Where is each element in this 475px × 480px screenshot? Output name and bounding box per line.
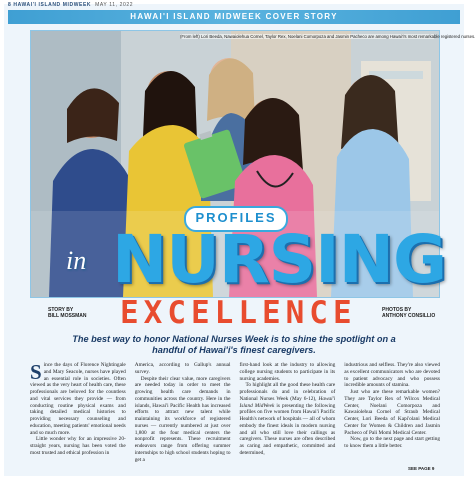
- article-paragraph: [30, 362, 126, 436]
- article-subhead: The best way to honor National Nurses Week is to shine the spotlight on a handful of Hawai'i's finest caregivers.: [72, 334, 396, 355]
- title-prefix: in: [66, 246, 87, 275]
- story-byline-label: STORY BY: [48, 307, 74, 313]
- article-paragraph: Now, go to the next page and start getting to know them a little better.: [344, 436, 440, 449]
- article-column-4: [344, 362, 440, 466]
- paragraph-text: To highlight all the good these health care professionals do and in celebration of National Nurses Week (May 6-12),: [239, 382, 336, 402]
- photo-byline: [382, 307, 435, 319]
- article-column-3: [240, 362, 336, 466]
- drop-cap: S: [30, 360, 42, 384]
- article-column-2: [135, 362, 231, 466]
- photographer: ANTHONY CONSILLIO: [382, 313, 436, 319]
- article-body: [30, 362, 440, 466]
- issue-date: MAY 11, 2022: [95, 2, 134, 8]
- article-paragraph: Just who are these remarkable women? They are Taylor Rex of Wilcox Medical Center, Noelani Comorpoza and Kawaiolehua Cornel of Straub Medical Center, Lori Beeda of Kapi'olani Medical Center for Women & Children and Jasmin Pacheco of Pali Momi Medical Center.: [344, 389, 440, 436]
- photo-caption: (From left) Lori Beeda, Nawaiolehua Cornel, Taylor Rex, Noelani Comorpoza and Jasmin Pacheco are among Hawai'i's most remarkable registered nurses.: [180, 34, 475, 39]
- story-author: BILL MOSSMAN: [48, 313, 87, 319]
- paragraph-text: is presenting the following profiles on five women from Hawai'i Pacific Health's network of hospitals — all of whom embody the finest ideals in modern nursing and all who still love their callings as caregivers. These nurses are often described as caring and empathetic, committed and determined,: [239, 402, 336, 456]
- story-byline: [48, 307, 87, 319]
- article-paragraph: industrious and selfless. They're also viewed as excellent communicators who are devoted to patient advocacy and who possess incredible amounts of stamina.: [344, 362, 440, 389]
- page-folio: [8, 2, 133, 8]
- article-paragraph: first-hand look at the industry to allowing college nursing students to participate in its nursing academies.: [239, 362, 336, 382]
- article-paragraph: America, according to Gallup's annual survey.: [134, 362, 231, 375]
- paragraph-text: ince the days of Florence Nightingale and Mary Seacole, nurses have played an essential role in societies. Often viewed as the very heart of health care, these professionals are beloved for the countless and vital services they provide — from conducting routine physical exams and taking detailed medical histories to providing necessary counseling and education, meeting patients' emotional needs and so much more.: [30, 362, 126, 436]
- article-paragraph: Despite their clear value, more caregivers are needed today in order to meet the growing health care demands in communities across the country. Here in the islands, Hawai'i Pacific Health has increased efforts to attract new talent while maintaining its workforce of registered nurses — currently numbered at just over 1,800 at the four medical centers the nonprofit represents. These recruitment endeavors range from offering summer internships to high school students hoping to get a: [134, 375, 231, 463]
- profiles-badge: PROFILES: [184, 206, 288, 232]
- title-main: NURSING: [112, 221, 447, 298]
- continued-link[interactable]: SEE PAGE 9: [408, 466, 435, 471]
- section-banner: HAWAI'I ISLAND MIDWEEK COVER STORY: [8, 10, 460, 24]
- title-sub: EXCELLENCE: [120, 295, 357, 331]
- article-paragraph: [240, 382, 336, 456]
- article-paragraph: Little wonder why for an impressive 20-straight years, nursing has been voted the most trusted and ethical profession in: [30, 436, 126, 456]
- folio-text: 8 HAWAI'I ISLAND MIDWEEK: [8, 2, 92, 8]
- publication-name: Hawai'i Island MidWeek: [239, 395, 336, 409]
- photo-byline-label: PHOTOS BY: [382, 307, 412, 313]
- article-column-1: [30, 362, 126, 466]
